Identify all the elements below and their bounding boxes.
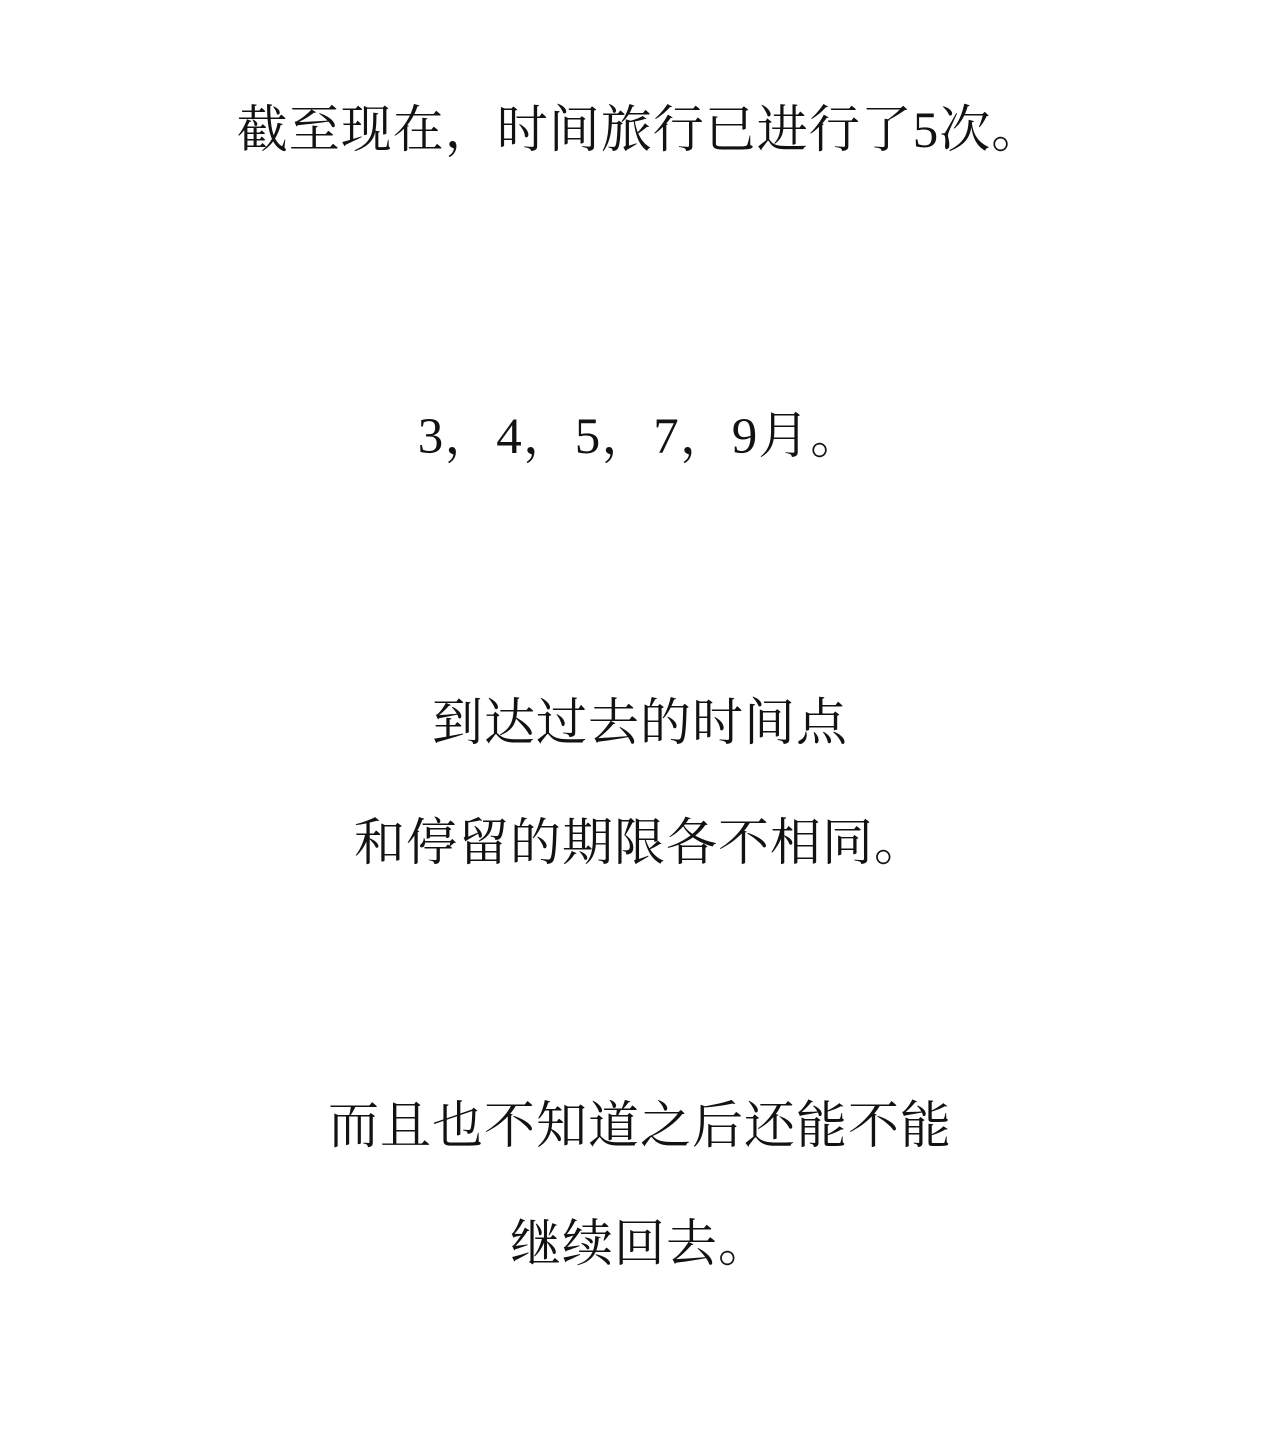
narration-line: 和停留的期限各不相同。 [353,816,926,872]
narration-line: 继续回去。 [509,1217,770,1273]
narration-line: 而且也不知道之后还能不能 [327,1099,952,1155]
narration-line: 截至现在，时间旅行已进行了5次。 [236,103,1044,159]
narration-line: 3，4，5，7，9月。 [417,409,863,465]
narration-line: 到达过去的时间点 [431,696,848,752]
